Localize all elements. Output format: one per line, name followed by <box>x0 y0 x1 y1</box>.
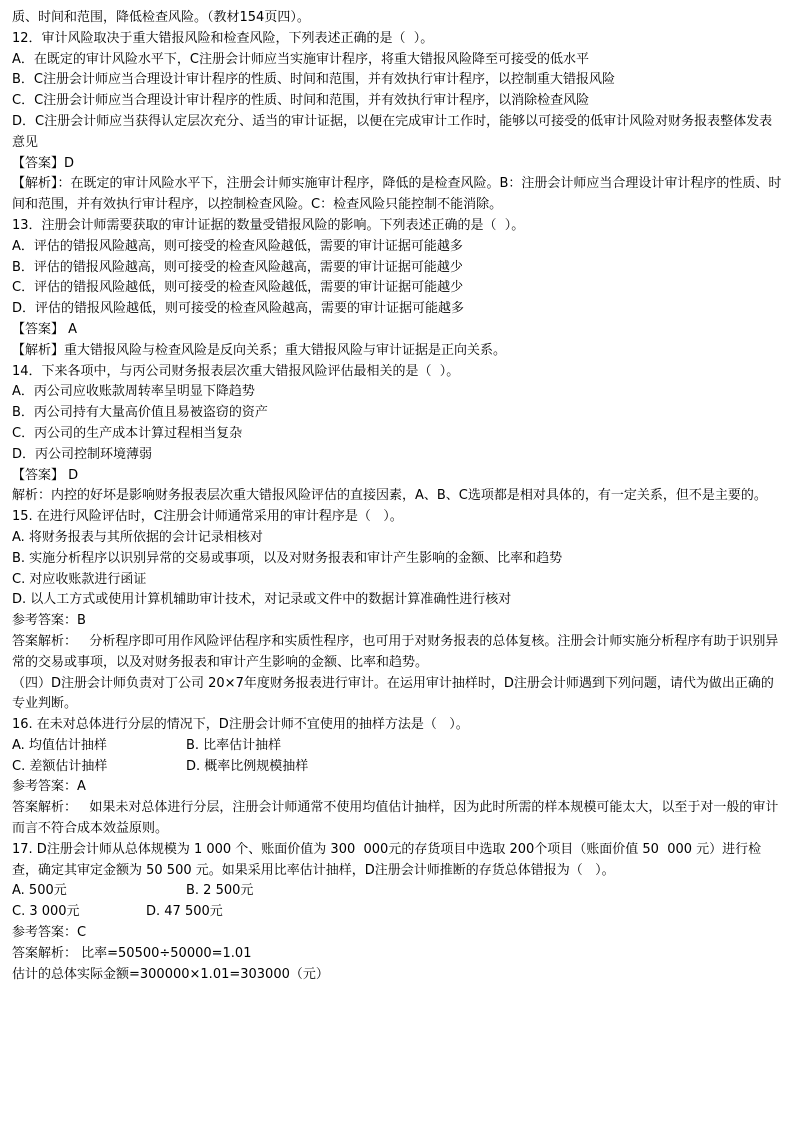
option-b: B. 比率估计抽样 <box>186 737 282 753</box>
option-d: D. 47 500元 <box>146 904 223 920</box>
reference-answer-15: 参考答案：B <box>12 613 86 629</box>
analysis-17: 答案解析： 比率=50500÷50000=1.01 <box>12 945 252 961</box>
option-d: D. 以人工方式或使用计算机辅助审计技术，对记录或文件中的数据计算准确性进行核对 <box>12 592 512 608</box>
option-d: D．丙公司控制环境薄弱 <box>12 446 153 462</box>
option-c: C．C注册会计师应当合理设计审计程序的性质、时间和范围，并有效执行审计程序，以消除检查风险 <box>12 93 590 109</box>
option-a: A. 将财务报表与其所依据的会计记录相核对 <box>12 529 263 545</box>
option-d: D. 概率比例规模抽样 <box>186 758 309 774</box>
option-b: B．C注册会计师应当合理设计审计程序的性质、时间和范围，并有效执行审计程序，以控制重大错报风险 <box>12 72 615 88</box>
option-a: A. 均值估计抽样 <box>12 737 107 753</box>
analysis-13: 【解析】重大错报风险与检查风险是反向关系；重大错报风险与审计证据是正向关系。 <box>12 342 507 358</box>
options-row <box>12 757 782 778</box>
analysis-16: 答案解析： 如果未对总体进行分层，注册会计师通常不使用均值估计抽样，因为此时所需的样本规模可能太大，以至于对一般的审计而言不符合成本效益原则。 <box>12 800 779 837</box>
option-a: A．评估的错报风险越高，则可接受的检查风险越低，需要的审计证据可能越多 <box>12 238 463 254</box>
question-12: 12．审计风险取决于重大错报风险和检查风险，下列表述正确的是（ ）。 <box>12 30 434 46</box>
option-a: A．在既定的审计风险水平下，C注册会计师应当实施审计程序，将重大错报风险降至可接受的低水平 <box>12 51 589 67</box>
question-15: 15. 在进行风险评估时，C注册会计师通常采用的审计程序是（ ）。 <box>12 509 403 525</box>
option-c: C. 3 000元 <box>12 904 80 920</box>
document-body <box>12 8 782 985</box>
option-b: B．评估的错报风险越高，则可接受的检查风险越高，需要的审计证据可能越少 <box>12 259 463 275</box>
option-c: C．丙公司的生产成本计算过程相当复杂 <box>12 425 243 441</box>
option-d: D．评估的错报风险越低，则可接受的检查风险越高，需要的审计证据可能越多 <box>12 301 465 317</box>
analysis-17-continued: 估计的总体实际金额=300000×1.01=303000（元） <box>12 966 329 982</box>
option-a: A. 500元 <box>12 883 67 899</box>
question-16: 16. 在未对总体进行分层的情况下，D注册会计师不宜使用的抽样方法是（ ）。 <box>12 717 469 733</box>
reference-answer-17: 参考答案：C <box>12 925 87 941</box>
option-c: C. 对应收账款进行函证 <box>12 571 147 587</box>
options-row <box>12 902 782 923</box>
analysis-15: 答案解析： 分析程序即可用作风险评估程序和实质性程序，也可用于对财务报表的总体复核。注册会计师实施分析程序有助于识别异常的交易或事项，以及对财务报表和审计产生影响的金额、比率和趋势。 <box>12 633 779 670</box>
answer-13: 【答案】 A <box>12 321 78 337</box>
options-row <box>12 881 782 902</box>
option-c: C．评估的错报风险越低，则可接受的检查风险越低，需要的审计证据可能越少 <box>12 280 464 296</box>
option-a: A．丙公司应收账款周转率呈明显下降趋势 <box>12 384 255 400</box>
option-b: B．丙公司持有大量高价值且易被盗窃的资产 <box>12 405 268 421</box>
question-17: 17. D注册会计师从总体规模为 1 000 个、账面价值为 300 000元的存货项目中选取 200个项目（账面价值 50 000 元）进行检查，确定其审定金额为 50 500 元。如果采用比率估计抽样，D注册会计师推断的存货总体错报为（ ）。 <box>12 841 762 878</box>
reference-answer-16: 参考答案：A <box>12 779 86 795</box>
option-c: C. 差额估计抽样 <box>12 758 108 774</box>
option-b: B. 2 500元 <box>186 883 254 899</box>
answer-14: 【答案】 D <box>12 467 79 483</box>
options-row <box>12 736 782 757</box>
option-d: D．C注册会计师应当获得认定层次充分、适当的审计证据，以便在完成审计工作时，能够以可接受的低审计风险对财务报表整体发表意见 <box>12 113 773 150</box>
question-14: 14．下来各项中，与丙公司财务报表层次重大错报风险评估最相关的是（ ）。 <box>12 363 460 379</box>
text-line: 质、时间和范围，降低检查风险。（教材154页四）。 <box>12 10 310 25</box>
analysis-12: 【解析】：在既定的审计风险水平下，注册会计师实施审计程序，降低的是检查风险。B：注册会计师应当合理设计审计程序的性质、时间和范围，并有效执行审计程序，以控制检查风险。C：检查风险只能控制不能消除。 <box>12 176 782 213</box>
answer-12: 【答案】D <box>12 155 75 171</box>
analysis-14: 解析：内控的好坏是影响财务报表层次重大错报风险评估的直接因素，A、B、C选项都是相对具体的，有一定关系，但不是主要的。 <box>12 488 767 504</box>
section-4-intro: （四）D注册会计师负责对丁公司 20×7年度财务报表进行审计。在运用审计抽样时，D注册会计师遇到下列问题，请代为做出正确的专业判断。 <box>12 675 774 712</box>
question-13: 13．注册会计师需要获取的审计证据的数量受错报风险的影响。下列表述正确的是（ ）。 <box>12 217 525 233</box>
option-b: B. 实施分析程序以识别异常的交易或事项，以及对财务报表和审计产生影响的金额、比率和趋势 <box>12 550 563 566</box>
